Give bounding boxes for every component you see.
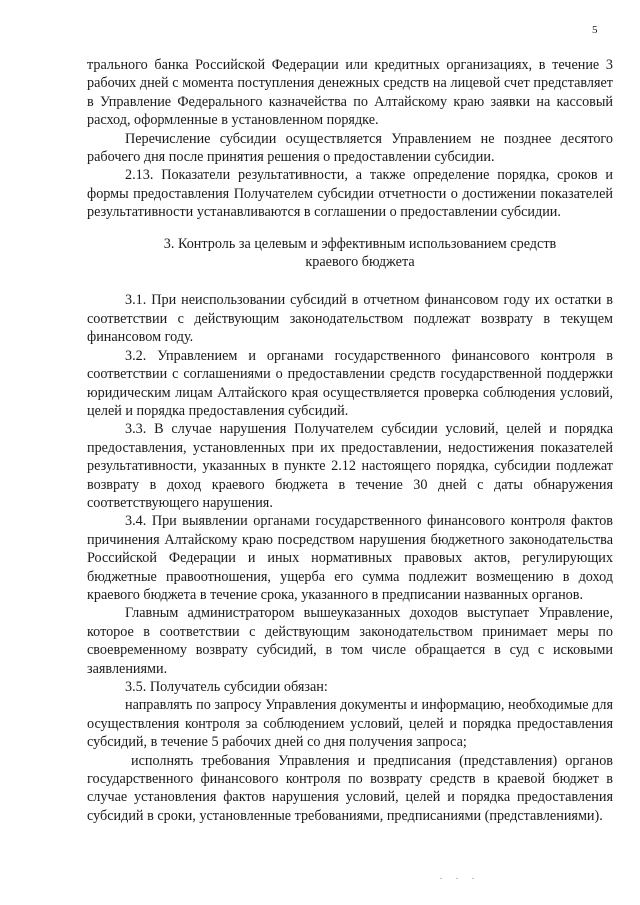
paragraph-main-administrator: Главным администратором вышеуказанных доходов выступает Управление, которое в соответствии с действующим законодательством принимает меры по своевременному возврату субсидий, в том числе обращается в суд с исковыми заявлениями. [87, 605, 613, 677]
scan-artifact: . . . [440, 872, 480, 881]
paragraph-obligation-requirements: исполнять требования Управления и предписания (представления) органов государственного финансового контроля по возврату средств в краевой бюджет в случае установления фактов нарушения условий, целей и порядка предоставления субсидий в сроки, установленные требованиями, предписаниями (представлениями). [87, 752, 613, 824]
paragraph-3-1: 3.1. При неиспользовании субсидий в отчетном финансовом году их остатки в соответствии с действующим законодательством подлежат возврату в текущем финансовом году. [87, 292, 613, 346]
paragraph-subsidy-transfer: Перечисление субсидии осуществляется Управлением не позднее десятого рабочего дня после принятия решения о предоставлении субсидии. [87, 130, 613, 166]
paragraph-bank-transfer: трального банка Российской Федерации или кредитных организациях, в течение 3 рабочих дней с момента поступления денежных средств на лицевой счет представляет в Управление Федерального казначейства по Алтайскому краю заявки на кассовый расход, оформленные в установленном порядке. [87, 57, 613, 129]
paragraph-3-4: 3.4. При выявлении органами государственного финансового контроля фактов причинения Алтайскому краю посредством нарушения бюджетного законодательства Российской Федерации и иных нормативных правовых актов, регулирующих бюджетные правоотношения, ущерба его сумма подлежит возмещению в доход краевого бюджета в течение срока, указанного в предписании названных органов. [87, 513, 613, 603]
paragraph-obligation-documents: направлять по запросу Управления документы и информацию, необходимые для осуществления контроля за соблюдением условий, целей и порядка предоставления субсидий, в течение 5 рабочих дней со дня получения запроса; [87, 697, 613, 751]
section-3-heading: 3. Контроль за целевым и эффективным использованием средств краевого бюджета [163, 235, 557, 271]
paragraph-2-13: 2.13. Показатели результативности, а также определение порядка, сроков и формы предоставления Получателем субсидии отчетности о достижении показателей результативности устанавливаются в соглашении о предоставлении субсидии. [87, 167, 613, 221]
paragraph-3-2: 3.2. Управлением и органами государственного финансового контроля в соответствии с соглашениями о предоставлении средств государственной поддержки юридическим лицам Алтайского края осуществляется проверка соблюдения условий, целей и порядка предоставления субсидий. [87, 347, 613, 419]
paragraph-3-5: 3.5. Получатель субсидии обязан: [125, 679, 328, 695]
page-number: 5 [592, 24, 598, 36]
document-body [87, 56, 613, 825]
paragraph-3-3: 3.3. В случае нарушения Получателем субсидии условий, целей и порядка предоставления, установленных при их предоставлении, недостижения показателей результативности, указанных в пункте 2.12 настоящего порядка, субсидии подлежат возврату в доход краевого бюджета в течение 30 дней с даты обнаружения соответствующего нарушения. [87, 421, 613, 511]
